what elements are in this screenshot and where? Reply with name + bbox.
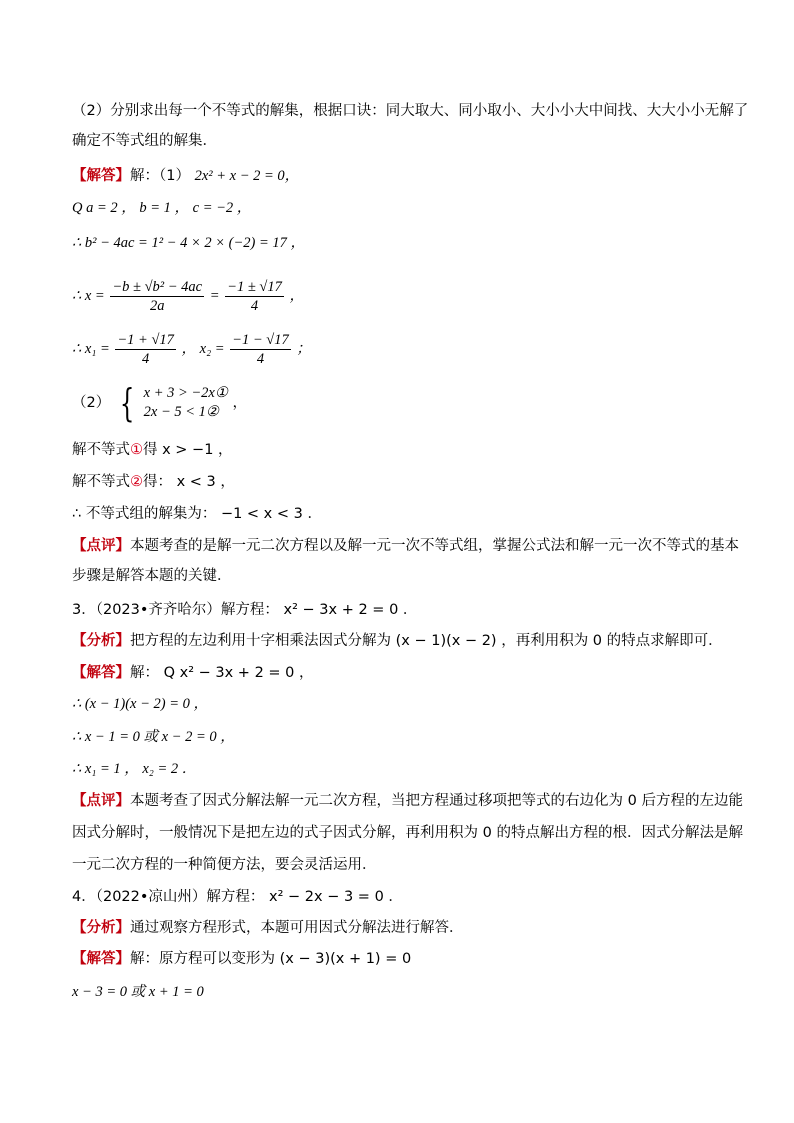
analysis-line [72, 631, 723, 651]
step-line: x − 3 = 0 或 x + 1 = 0 [72, 984, 204, 1000]
fraction [225, 278, 284, 315]
step-line: ∴ x₁ = 1 ， x₂ = 2 ． [72, 761, 197, 777]
discriminant-line: ∴ b² − 4ac = 1² − 4 × 2 × (−2) = 17 ， [72, 235, 306, 251]
solution-text: 解：原方程可以变形为 (x − 3)(x + 1) = 0 [130, 951, 412, 967]
punctuation: ， [232, 395, 247, 411]
circle-mark: ② [130, 474, 143, 490]
numerator: −b ± √b² − 4ac [112, 279, 203, 295]
text-line: 确定不等式组的解集． [72, 133, 217, 149]
text-line: （2）分别求出每一个不等式的解集，根据口诀：同大取大、同小取小、大小小大中间找、大大小小无解了 [72, 103, 749, 119]
fraction [115, 331, 176, 368]
text: 解不等式 [72, 442, 130, 458]
inequality-2: 2x − 5 < 1② [143, 404, 219, 420]
equation: 2x² + x − 2 = 0， [194, 168, 300, 184]
fraction [230, 331, 291, 368]
punctuation: ， [289, 287, 304, 304]
system-line [72, 381, 247, 425]
analysis-text: 通过观察方程形式，本题可用因式分解法进行解答． [130, 920, 464, 936]
analysis-text: 把方程的左边利用十字相乘法因式分解为 (x − 1)(x − 2) ，再利用积为 0 的特点求解即可． [130, 633, 723, 649]
text-line: 因式分解时，一般情况下是把左边的式子因式分解，再利用积为 0 的特点解出方程的根．因式分解法是解 [72, 825, 743, 841]
numerator: −1 − √17 [232, 332, 289, 348]
denominator: 4 [250, 298, 259, 314]
numerator: −1 + √17 [117, 332, 174, 348]
solution-line [72, 949, 411, 969]
text-line: 步骤是解答本题的关键． [72, 568, 232, 584]
roots-line [72, 331, 311, 368]
review-text: 本题考查的是解一元二次方程以及解一元一次不等式组，掌握公式法和解一元一次不等式的基本 [130, 538, 739, 554]
solution-tag: 【解答】 [72, 951, 130, 967]
question-3: 3．（2023•齐齐哈尔）解方程： x² − 3x + 2 = 0 ． [72, 602, 418, 618]
fraction [110, 278, 204, 315]
step-line: ∴ (x − 1)(x − 2) = 0 ， [72, 696, 209, 712]
roots-prefix: ∴ x₁ = [72, 340, 110, 357]
review-tag: 【点评】 [72, 793, 130, 809]
denominator: 4 [256, 351, 265, 367]
analysis-line [72, 918, 464, 938]
question-4: 4．（2022•凉山州）解方程： x² − 2x − 3 = 0 ． [72, 889, 403, 905]
review-text: 本题考查了因式分解法解一元二次方程，当把方程通过移项把等式的右边化为 0 后方程的左边能 [130, 793, 743, 809]
solution-line [72, 166, 299, 186]
denominator: 4 [142, 351, 150, 367]
text-line: 一元二次方程的一种简便方法，要会灵活运用． [72, 857, 377, 873]
ineq2-line [72, 472, 235, 492]
text: 得： x < 3 ， [143, 474, 235, 490]
roots-mid: ， x₂ = [181, 340, 225, 357]
punctuation: ； [296, 340, 311, 357]
solution-tag: 【解答】 [72, 168, 130, 184]
solution-tag: 【解答】 [72, 665, 130, 681]
review-tag: 【点评】 [72, 538, 130, 554]
review-line [72, 536, 739, 556]
inequality-1: x + 3 > −2x① [143, 385, 228, 401]
quadratic-formula-line [72, 278, 304, 315]
solution-set-line: ∴ 不等式组的解集为： −1 < x < 3 ． [72, 506, 322, 522]
equals-sign: = [209, 287, 220, 304]
step-line: ∴ x − 1 = 0 或 x − 2 = 0 ， [72, 729, 235, 745]
ineq1-line [72, 440, 233, 460]
formula-prefix: ∴ x = [72, 287, 105, 304]
solution-line [72, 663, 314, 683]
inequality-system [144, 384, 228, 422]
analysis-tag: 【分析】 [72, 920, 130, 936]
denominator: 2a [149, 298, 165, 314]
solution-text: 解： Q x² − 3x + 2 = 0 ， [130, 665, 314, 681]
left-brace: { [119, 381, 135, 425]
analysis-tag: 【分析】 [72, 633, 130, 649]
coefficients-line: Q a = 2 ， b = 1 ， c = −2 ， [72, 200, 252, 216]
review-line [72, 791, 743, 811]
numerator: −1 ± √17 [227, 279, 282, 295]
solution-intro: 解：（1） [130, 168, 190, 184]
text: 得 x > −1 ， [143, 442, 233, 458]
text: 解不等式 [72, 474, 130, 490]
circle-mark: ① [130, 442, 143, 458]
part-label: （2） [72, 395, 111, 411]
